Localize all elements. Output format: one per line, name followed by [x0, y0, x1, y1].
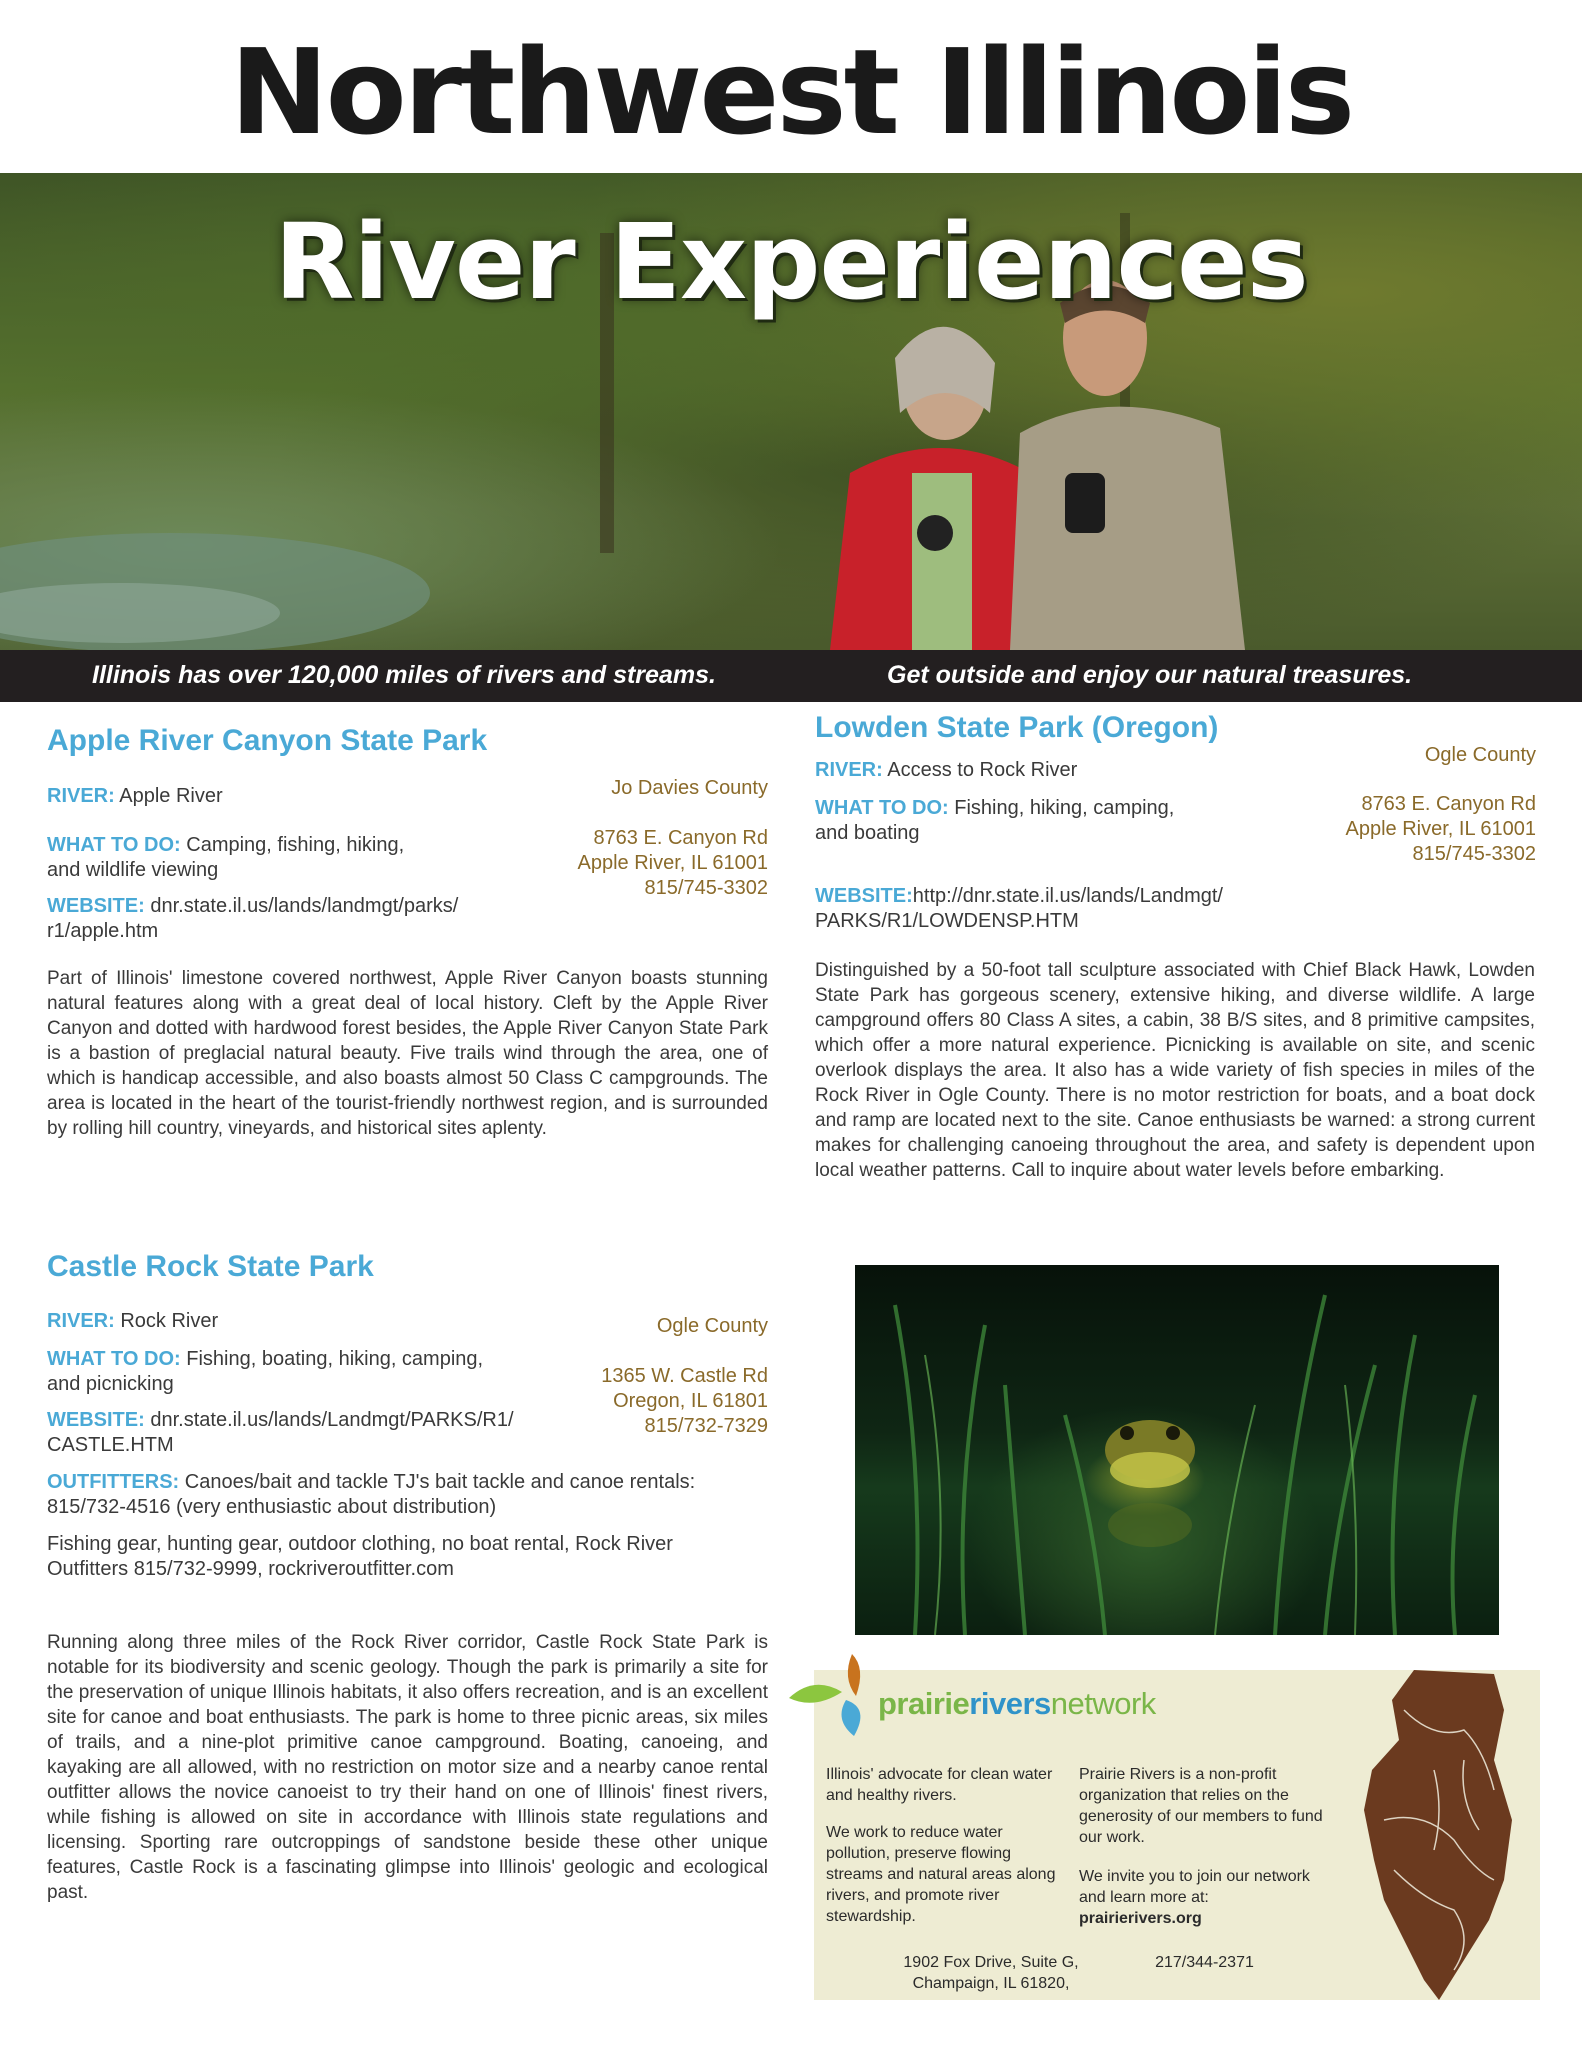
- prn-mission: Illinois' advocate for clean water and healthy rivers.: [826, 1766, 1053, 1804]
- lowden-park-title: Lowden State Park (Oregon): [815, 711, 1219, 744]
- logo-rivers: rivers: [969, 1686, 1051, 1721]
- lowden-website-1[interactable]: http://dnr.state.il.us/lands/Landmgt/: [912, 885, 1223, 907]
- what-to-do-label: WHAT TO DO:: [815, 797, 949, 819]
- hero-title: River Experiences: [274, 201, 1308, 323]
- castle-river-value: Rock River: [120, 1310, 219, 1332]
- prn-address: [826, 1952, 1156, 1994]
- outfitters-label: OUTFITTERS:: [47, 1471, 180, 1493]
- apple-description: Part of Illinois' limestone covered northwest, Apple River Canyon boasts stunning natural features along with a great deal of local history. Cleft by the Apple River Canyon and dotted with hardwood forest besides, the Apple River Canyon State Park is a bastion of preglacial natural beauty. Five trails wind through the area, one of which is handicap accessible, and also boasts almost 50 Class C campgrounds. The area is located in the heart of the tourist-friendly northwest region, and is surrounded by rolling hill country, vineyards, and historical sites aplenty.: [47, 968, 768, 1139]
- lowden-address-2: Apple River, IL 61001: [1345, 818, 1536, 840]
- tagline-right: Get outside and enjoy our natural treasures.: [887, 661, 1413, 689]
- illinois-map-icon: [1344, 1670, 1534, 2000]
- castle-activities-2: and picnicking: [47, 1373, 174, 1395]
- hero-photo: [0, 173, 1582, 650]
- apple-river-line: [47, 784, 223, 809]
- castle-activities-1: Fishing, boating, hiking, camping,: [186, 1348, 484, 1370]
- lowden-activities-1: Fishing, hiking, camping,: [954, 797, 1175, 819]
- lowden-website: [815, 884, 1535, 934]
- castle-address-2: Oregon, IL 61801: [613, 1390, 768, 1412]
- lowden-what-to-do: [815, 796, 1215, 846]
- prn-work: We work to reduce water pollution, preserve flowing streams and natural areas along rivers, and promote river stewardship.: [826, 1824, 1056, 1925]
- castle-what-to-do: [47, 1347, 567, 1397]
- castle-gear-2: Outfitters 815/732-9999, rockriveroutfitter.com: [47, 1558, 454, 1580]
- website-label: WEBSITE:: [47, 1409, 145, 1431]
- prn-nonprofit: Prairie Rivers is a non-profit organization that relies on the generosity of our members to fund our work.: [1079, 1766, 1323, 1846]
- castle-park-title: Castle Rock State Park: [47, 1250, 374, 1283]
- apple-website-1[interactable]: dnr.state.il.us/lands/landmgt/parks/: [150, 895, 459, 917]
- website-label: WEBSITE:: [815, 885, 913, 907]
- lowden-website-2[interactable]: PARKS/R1/LOWDENSP.HTM: [815, 910, 1079, 932]
- prn-logo-text: [878, 1686, 1156, 1722]
- castle-website-2[interactable]: CASTLE.HTM: [47, 1434, 174, 1456]
- castle-outfitters-1: Canoes/bait and tackle TJ's bait tackle and canoe rentals:: [184, 1471, 696, 1493]
- lowden-county: Ogle County: [1424, 744, 1536, 766]
- apple-address-1: 8763 E. Canyon Rd: [593, 827, 768, 849]
- website-label: WEBSITE:: [47, 895, 145, 917]
- apple-activities-2: and wildlife viewing: [47, 859, 219, 881]
- castle-outfitters: [47, 1470, 768, 1520]
- prn-address-1: 1902 Fox Drive, Suite G,: [903, 1954, 1079, 1971]
- castle-gear: [47, 1532, 768, 1582]
- prairie-rivers-box: [814, 1670, 1540, 2000]
- prn-website[interactable]: prairierivers.org: [1079, 1910, 1202, 1927]
- lowden-address: [1280, 792, 1536, 867]
- lowden-activities-2: and boating: [815, 822, 920, 844]
- castle-gear-1: Fishing gear, hunting gear, outdoor clothing, no boat rental, Rock River: [47, 1533, 673, 1555]
- logo-prairie: prairie: [878, 1686, 970, 1721]
- prn-address-2: Champaign, IL 61820,: [912, 1975, 1070, 1992]
- apple-park-title: Apple River Canyon State Park: [47, 724, 488, 757]
- lowden-description: Distinguished by a 50-foot tall sculpture associated with Chief Black Hawk, Lowden State Park has gorgeous scenery, extensive hiking, and diverse wildlife. A large campground offers 80 Class A sites, a cabin, 38 B/S sites, and 8 primitive campsites, which offer a more natural experience. Picnicking is available on site, and scenic overlook displays the area. It also has a wide variety of fish species in miles of the Rock River in Ogle County. There is no motor restriction for boats, and a boat dock and ramp are located next to the site. Canoe enthusiasts be warned: a strong current makes for challenging canoeing throughout the area, and safety is dependent upon local weather patterns. Call to inquire about water levels before embarking.: [815, 960, 1535, 1181]
- castle-outfitters-2: 815/732-4516 (very enthusiastic about distribution): [47, 1496, 497, 1518]
- tagline-left: Illinois has over 120,000 miles of rivers and streams.: [92, 661, 716, 689]
- apple-website-2[interactable]: r1/apple.htm: [47, 920, 159, 942]
- prn-invite: We invite you to join our network and learn more at:: [1079, 1868, 1310, 1906]
- castle-river-line: [47, 1309, 218, 1334]
- lowden-phone: 815/745-3302: [1412, 843, 1536, 865]
- lowden-address-1: 8763 E. Canyon Rd: [1361, 793, 1536, 815]
- apple-river-value: Apple River: [119, 785, 223, 807]
- page-title: Northwest Illinois: [229, 23, 1353, 161]
- lowden-river-line: [815, 758, 1077, 783]
- castle-website-1[interactable]: dnr.state.il.us/lands/Landmgt/PARKS/R1/: [150, 1409, 514, 1431]
- apple-county: Jo Davies County: [611, 777, 768, 799]
- apple-address: [520, 826, 768, 901]
- apple-address-2: Apple River, IL 61001: [577, 852, 768, 874]
- what-to-do-label: WHAT TO DO:: [47, 1348, 181, 1370]
- river-label: RIVER:: [815, 759, 883, 781]
- what-to-do-label: WHAT TO DO:: [47, 834, 181, 856]
- man-figure: [1010, 280, 1245, 650]
- apple-website: [47, 894, 567, 944]
- frog-scene: [855, 1265, 1499, 1635]
- apple-activities-1: Camping, fishing, hiking,: [186, 834, 405, 856]
- castle-phone: 815/732-7329: [644, 1415, 768, 1437]
- river-label: RIVER:: [47, 1310, 115, 1332]
- apple-what-to-do: [47, 833, 507, 883]
- logo-network: network: [1050, 1686, 1156, 1721]
- river-label: RIVER:: [47, 785, 115, 807]
- frog-photo: [855, 1265, 1499, 1635]
- lowden-river-value: Access to Rock River: [887, 759, 1078, 781]
- tagline-strip: [0, 650, 1582, 702]
- castle-address-1: 1365 W. Castle Rd: [601, 1365, 768, 1387]
- castle-website: [47, 1408, 567, 1458]
- apple-phone: 815/745-3302: [644, 877, 768, 899]
- castle-county: Ogle County: [656, 1315, 768, 1337]
- woman-figure: [830, 327, 1030, 650]
- prn-phone: 217/344-2371: [1155, 1954, 1254, 1971]
- castle-description: Running along three miles of the Rock River corridor, Castle Rock State Park is notable for its biodiversity and scenic geology. Though the park is primarily a site for the preservation of unique Illinois habitats, it also offers recreation, and is an excellent site for canoe and boat enthusiasts. The park is home to three picnic areas, six miles of trails, and a nine-plot primitive canoe campground. Boating, canoeing, and kayaking are all allowed, with no restriction on motor size and a nearby canoe rental outfitter allows the novice canoeist to try their hand on one of Illinois' finest rivers, while fishing is allowed on site in accordance with Illinois state regulations and licensing. Sporting rare outcroppings of sandstone beside these other unique features, Castle Rock is a fascinating glimpse into Illinois' geologic and ecological past.: [47, 1632, 768, 1903]
